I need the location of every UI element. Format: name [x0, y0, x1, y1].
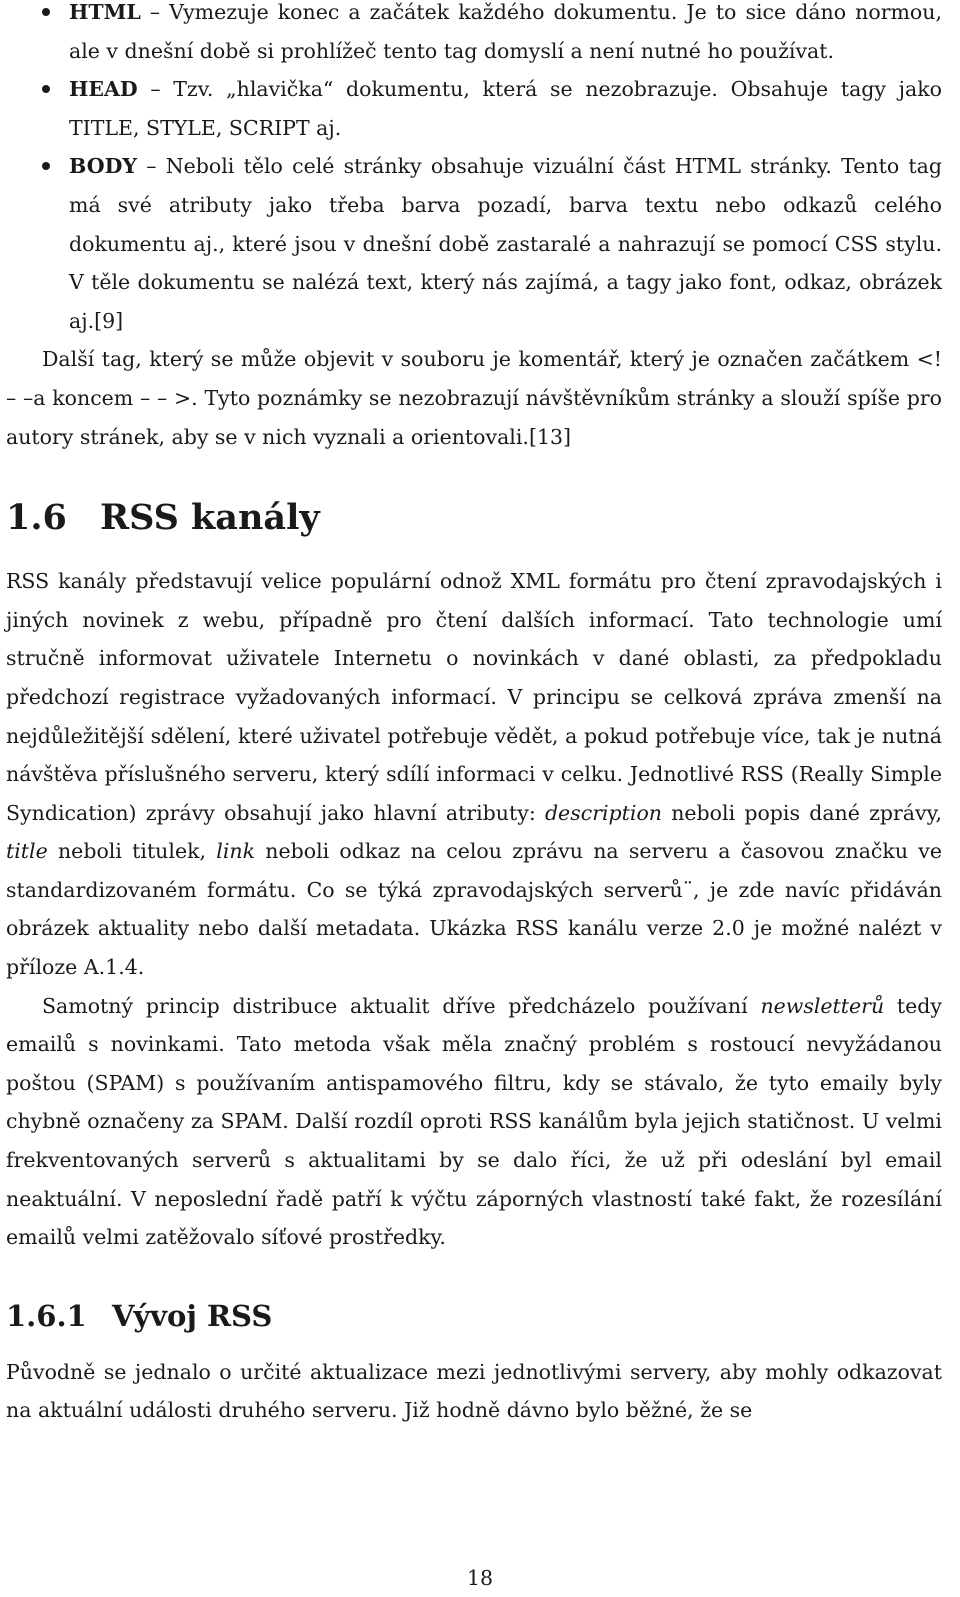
list-item-text: – Vymezuje konec a začátek každého dokumentu. Je to sice dáno normou, ale v dnešní době si prohlížeč tento tag domyslí a není nutné ho používat. — [69, 0, 942, 63]
bullet-icon — [42, 8, 50, 16]
text-emphasis: newsletterů — [760, 993, 885, 1018]
text-emphasis: description — [544, 800, 663, 825]
text-emphasis: link — [216, 839, 256, 864]
text-run: tedy emailů s novinkami. Tato metoda však měla značný problém s rostoucí nevyžádanou poštou (SPAM) s používaním antispamového filtru, kdy se stávalo, že tyto emaily byly chybně označeny za SPAM. Další rozdíl oproti RSS kanálům byla jejich statičnost. U velmi frekventovaných serverů s aktualitami by se dalo říci, že už při odeslání byl email neaktuální. V neposlední řadě patří k výčtu záporných vlastností také fakt, že rozesílání emailů velmi zatěžovalo síťové prostředky. — [6, 993, 943, 1250]
list-item-text: – Neboli tělo celé stránky obsahuje vizuální část HTML stránky. Tento tag má své atributy jako třeba barva pozadí, barva textu nebo odkazů celého dokumentu aj., které jsou v dnešní době zastaralé a nahrazují se pomocí CSS stylu. V těle dokumentu se nalézá text, který nás zajímá, a tagy jako font, odkaz, obrázek aj.[9] — [69, 154, 942, 333]
text-run: neboli titulek, — [47, 839, 217, 864]
subsection-heading — [6, 1299, 942, 1333]
page-number: 18 — [466, 1566, 494, 1590]
rss-paragraph-1 — [6, 562, 942, 987]
text-run: Samotný princip distribuce aktualit dříve předcházelo používaní — [42, 993, 761, 1018]
development-paragraph: Původně se jednalo o určité aktualizace mezi jednotlivými servery, aby mohly odkazovat na aktuální události druhého serveru. Již hodně dávno bylo běžné, že se — [6, 1359, 942, 1423]
section-heading — [6, 498, 942, 538]
section-title: RSS kanály — [100, 497, 320, 539]
list-item-term: BODY — [69, 154, 137, 179]
bullet-icon — [42, 85, 50, 93]
list-item — [6, 70, 942, 147]
subsection-title: Vývoj RSS — [112, 1298, 273, 1333]
list-item — [6, 0, 942, 70]
comment-paragraph: Další tag, který se může objevit v souboru je komentář, který je označen začátkem <! – –a koncem – – >. Tyto poznámky se nezobrazují návštěvníkům stránky a slouží spíše pro autory stránek, aby se v nich vyznali a orientovali.[13] — [6, 347, 942, 449]
text-emphasis: title — [6, 839, 48, 864]
list-item-text: – Tzv. „hlavička“ dokumentu, která se nezobrazuje. Obsahuje tagy jako TITLE, STYLE, SCRIPT aj. — [69, 77, 942, 140]
bullet-icon — [42, 162, 50, 170]
subsection-number: 1.6.1 — [6, 1298, 87, 1333]
section-number: 1.6 — [6, 497, 67, 539]
text-run: neboli popis dané zprávy, — [662, 800, 942, 825]
text-run: RSS kanály představují velice populární odnož XML formátu pro čtení zpravodajských i jiných novinek z webu, případně pro čtení dalších informací. Tato technologie umí stručně informovat uživatele Internetu o novinkách v dané oblasti, za předpokladu předchozí registrace vyžadovaných informací. V principu se celková zpráva zmenší na nejdůležitější sdělení, které uživatel potřebuje vědět, a pokud potřebuje více, tak je nutná návštěva příslušného serveru, který sdílí informaci v celku. Jednotlivé RSS (Really Simple Syndication) zprávy obsahují jako hlavní atributy: — [6, 569, 942, 825]
text-run: neboli odkaz na celou zprávu na serveru a časovou značku ve standardizovaném formátu. Co se týká zpravodajských serverů¨, je zde navíc přidáván obrázek aktuality nebo další metadata. Ukázka RSS kanálu verze 2.0 je možné nalézt v příloze A.1.4. — [6, 839, 943, 980]
list-item — [6, 147, 942, 340]
tag-list — [6, 0, 942, 340]
rss-paragraph-2 — [6, 987, 942, 1257]
list-item-term: HEAD — [69, 77, 138, 102]
list-item-term: HTML — [69, 0, 141, 24]
